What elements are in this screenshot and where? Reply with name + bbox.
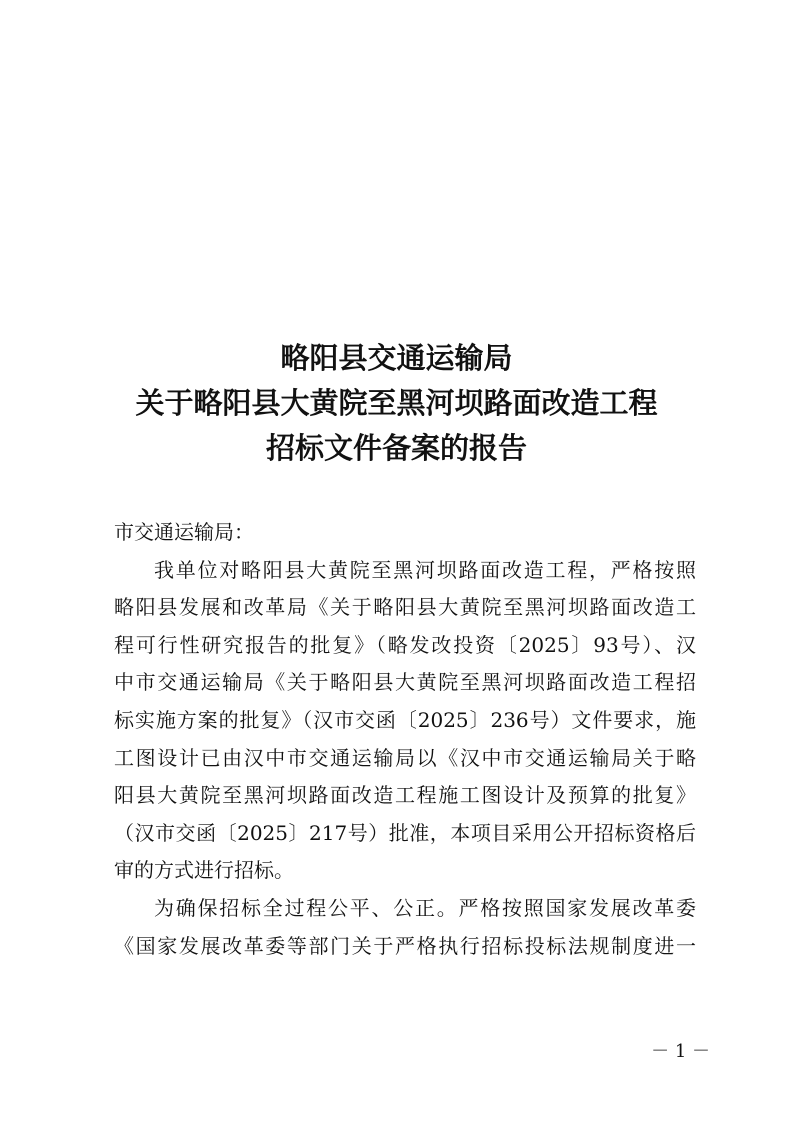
- document-title: [60, 336, 733, 471]
- paragraph-line: 标实施方案的批复》（汉市交函〔2025〕236号）文件要求，施: [114, 707, 696, 732]
- salutation: 市交通运输局：: [114, 520, 254, 544]
- paragraph-line: 《国家发展改革委等部门关于严格执行招标投标法规制度进一: [114, 933, 696, 958]
- paragraph-line: 工图设计已由汉中市交通运输局以《汉中市交通运输局关于略: [114, 745, 696, 770]
- paragraph-line: 中市交通运输局《关于略阳县大黄院至黑河坝路面改造工程招: [114, 670, 696, 695]
- paragraph-line: 审的方式进行招标。: [114, 858, 294, 883]
- title-line-issuer: 略阳县交通运输局: [280, 341, 513, 375]
- paragraph-line: （汉市交函〔2025〕217号）批准，本项目采用公开招标资格后: [114, 820, 696, 845]
- page-number: － 1 －: [651, 1041, 710, 1062]
- paragraph-1: [114, 552, 696, 890]
- paragraph-2: [114, 890, 696, 965]
- paragraph-line: 我单位对略阳县大黄院至黑河坝路面改造工程，严格按照: [154, 557, 696, 582]
- document-body: [114, 514, 696, 965]
- title-line-subject: 关于略阳县大黄院至黑河坝路面改造工程: [135, 386, 658, 420]
- title-line-report: 招标文件备案的报告: [265, 431, 527, 465]
- paragraph-line: 程可行性研究报告的批复》（略发改投资〔2025〕93号）、汉: [114, 632, 696, 657]
- paragraph-line: 略阳县发展和改革局《关于略阳县大黄院至黑河坝路面改造工: [114, 595, 696, 620]
- paragraph-line: 阳县大黄院至黑河坝路面改造工程施工图设计及预算的批复》: [114, 783, 696, 808]
- paragraph-line: 为确保招标全过程公平、公正。严格按照国家发展改革委: [154, 895, 696, 920]
